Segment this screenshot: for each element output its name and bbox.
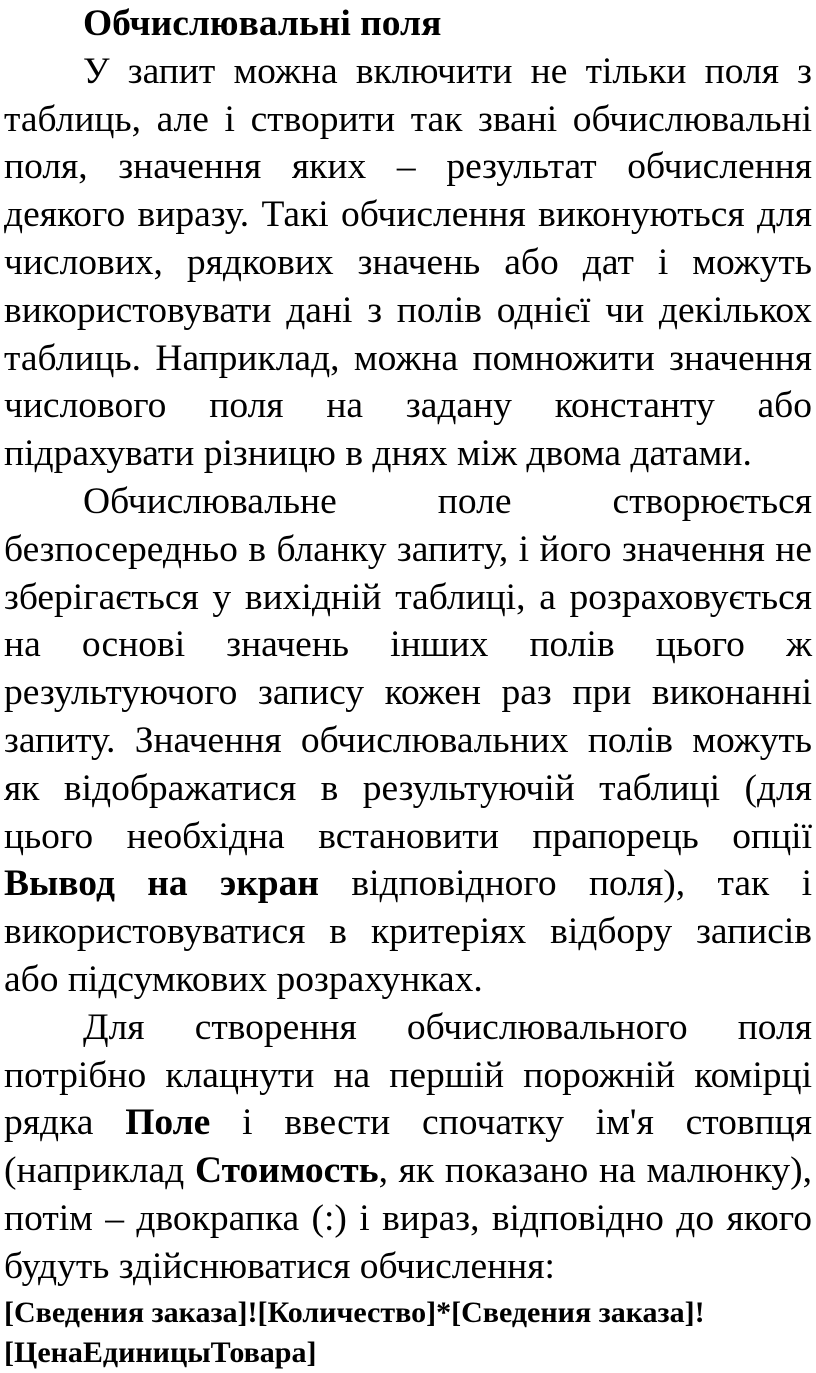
- option-name-vyvod: Вывод на экран: [4, 863, 320, 905]
- paragraph-intro: [4, 48, 812, 478]
- paragraph-storage-text-2: відповідного поля), так і використовуватися в критеріях відбору записів або підсумкових розрахунках.: [4, 863, 812, 1000]
- section-heading: Обчислювальні поля: [83, 3, 442, 44]
- row-name-pole: Поле: [125, 1102, 211, 1144]
- paragraph-creation: [4, 1004, 812, 1291]
- paragraph-creation-text-1: Для створення обчислювального поля потрібно клацнути на першій порожній комірці рядка: [4, 1006, 812, 1144]
- paragraph-intro-text: У запит можна включити не тільки поля з таблиць, але і створити так звані обчислювальні поля, значення яких – результат обчислення деякого виразу. Такі обчислення виконуються для числових, рядкових значень або дат і можуть використовувати дані з полів однієї чи декількох таблиць. Наприклад, можна помножити значення числового поля на задану константу або підрахувати різницю в днях між двома датами.: [4, 50, 812, 475]
- document-page: [4, 0, 812, 1373]
- paragraph-creation-text-2: і ввести спочатку ім'я стовпця (наприклад: [4, 1102, 812, 1192]
- paragraph-creation-text-3: , як показано на малюнку), потім – двокрапка (:) і вираз, відповідно до якого будуть здійснюватися обчислення:: [4, 1150, 812, 1287]
- column-name-stoimost: Стоимость: [194, 1150, 379, 1192]
- paragraph-storage: [4, 478, 812, 1004]
- paragraph-storage-text-1: Обчислювальне поле створюється безпосередньо в бланку запиту, і його значення не зберігається у вихідній таблиці, а розраховується на основі значень інших полів цього ж результуючого запису кожен раз при виконанні запиту. Значення обчислювальних полів можуть як відображатися в результуючій таблиці (для цього необхідна встановити прапорець опції: [4, 480, 812, 857]
- calculation-expression: [Сведения заказа]![Количество]*[Сведения заказа]![ЦенаЕдиницыТовара]: [4, 1295, 705, 1369]
